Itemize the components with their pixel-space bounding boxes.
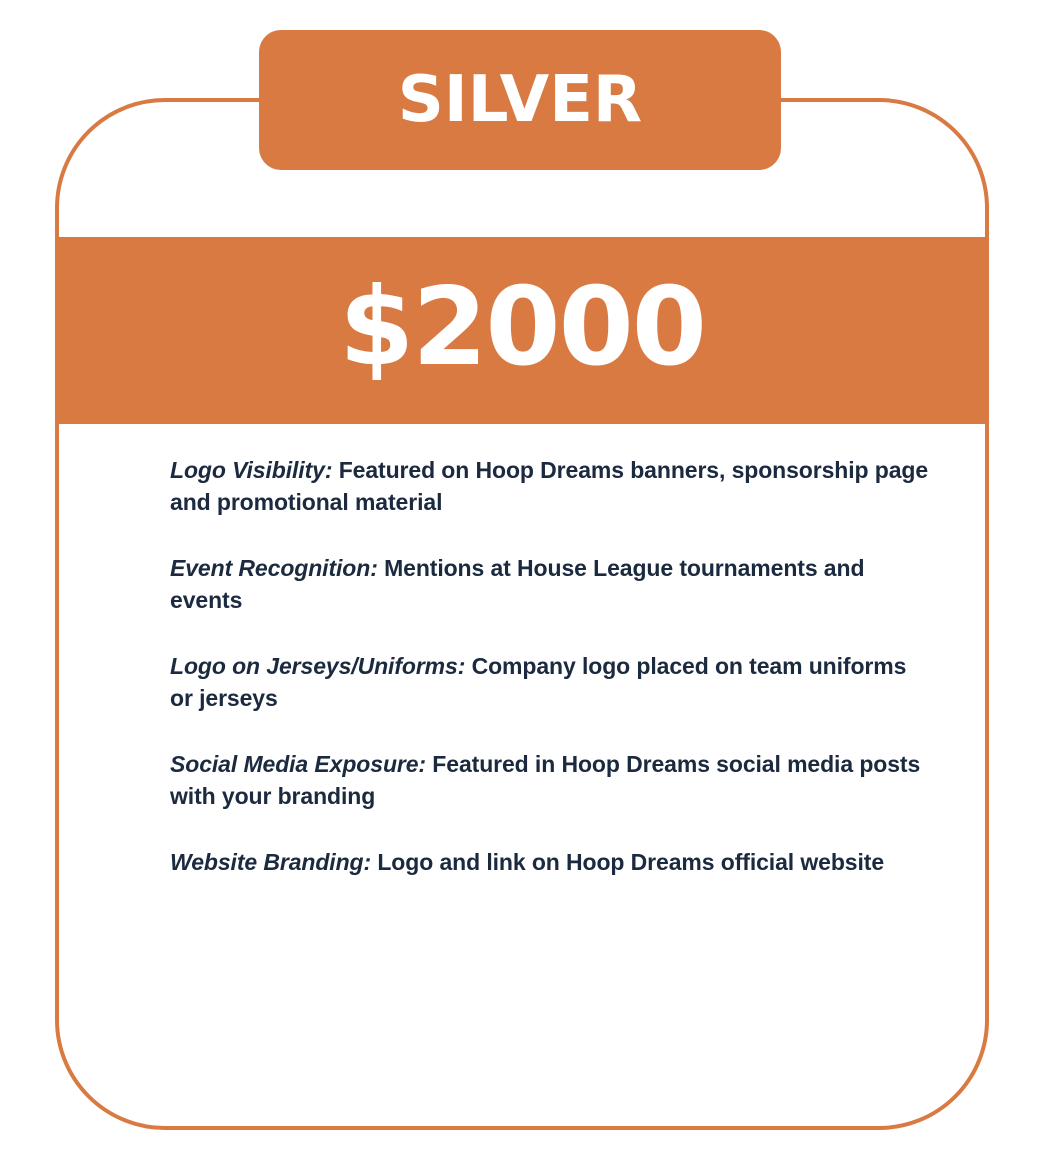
benefits-list	[170, 454, 930, 912]
price-amount: $2000	[339, 264, 705, 390]
benefit-title: Website Branding:	[170, 849, 372, 875]
benefit-description: Company logo placed on team uniforms or jerseys	[170, 653, 907, 711]
benefit-title: Logo Visibility:	[170, 457, 333, 483]
benefit-title: Logo on Jerseys/Uniforms:	[170, 653, 466, 679]
benefit-title: Social Media Exposure:	[170, 751, 426, 777]
benefit-description: Featured on Hoop Dreams banners, sponsorship page and promotional material	[170, 457, 929, 515]
benefit-description: Logo and link on Hoop Dreams official website	[377, 849, 885, 875]
tier-name: SILVER	[397, 63, 643, 137]
benefit-item-social-media-exposure	[170, 748, 930, 812]
benefit-description: Featured in Hoop Dreams social media posts with your branding	[170, 751, 921, 809]
price-band	[59, 237, 985, 424]
benefit-item-website-branding	[170, 846, 930, 878]
benefit-title: Event Recognition:	[170, 555, 378, 581]
benefit-item-event-recognition	[170, 552, 930, 616]
tier-tab	[259, 30, 781, 170]
sponsorship-card	[55, 98, 989, 1130]
benefit-item-logo-visibility	[170, 454, 930, 518]
benefit-description: Mentions at House League tournaments and events	[170, 555, 865, 613]
benefit-item-logo-on-jerseys	[170, 650, 930, 714]
